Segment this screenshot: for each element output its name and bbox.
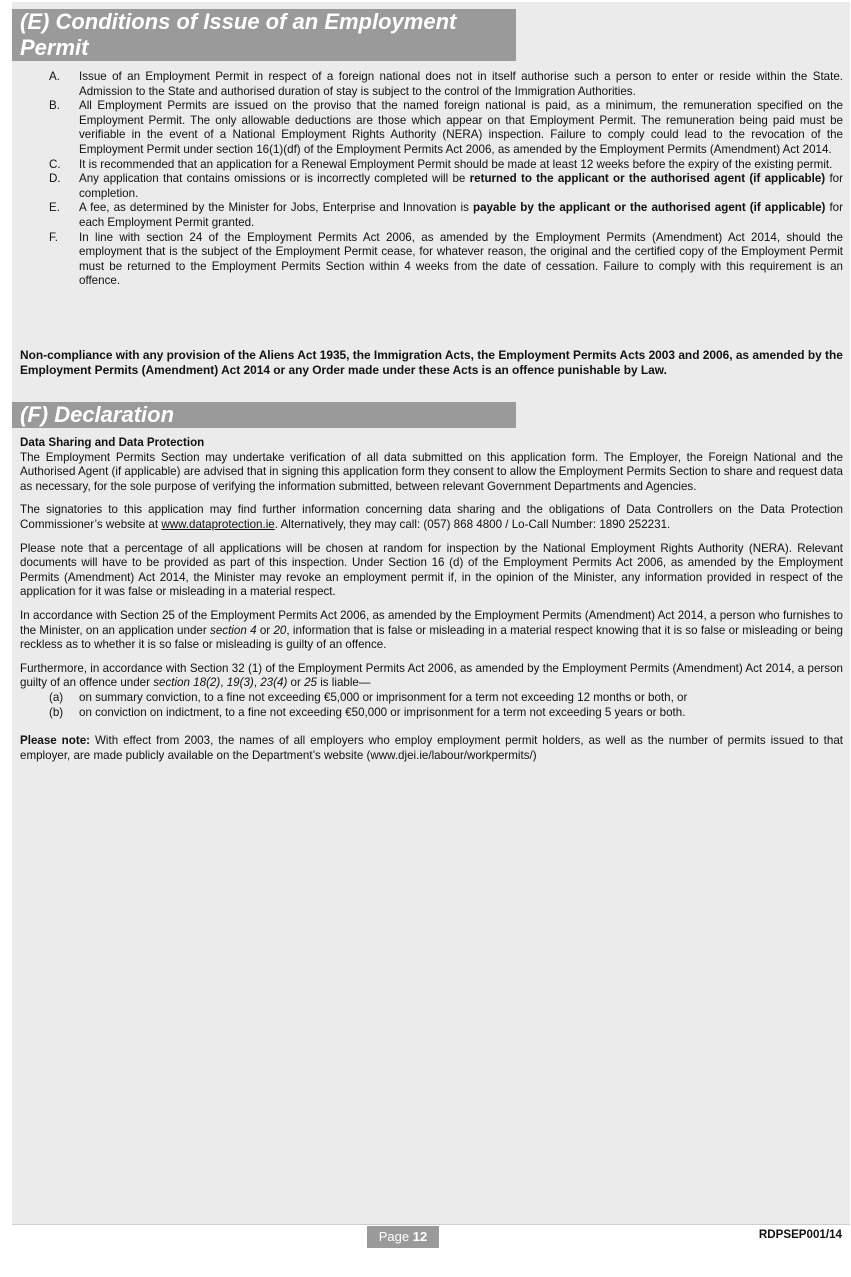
paragraph-text: is liable— [316,676,371,690]
condition-item [20,201,843,230]
condition-marker: E. [49,201,60,215]
paragraph-text: or [256,623,274,637]
page-label: Page [378,1229,410,1244]
paragraph-italic: 19(3) [226,676,254,690]
declaration-body [20,436,843,772]
paragraph-text: , [220,676,227,690]
declaration-paragraph [20,609,843,653]
condition-text: for completion. [79,172,843,200]
please-note-label: Please note: [20,734,91,748]
page-number-badge [367,1226,439,1248]
paragraph-text: The signatories to this application may find further information concerning data sharing and the obligations of Data Controllers on the Data Protection Commissioner’s website at [20,503,843,531]
condition-marker: A. [49,70,60,83]
section-e-title-line2: Permit [20,35,89,60]
document-code: RDPSEP001/14 [758,1228,842,1241]
data-protection-heading: Data Sharing and Data Protection [20,436,205,449]
paragraph-italic: section 4 [210,623,257,637]
paragraph-italic: section 18(2) [153,676,221,690]
condition-text: A fee, as determined by the Minister for Jobs, Enterprise and Innovation is [79,201,473,215]
footer-divider [12,1224,850,1225]
paragraph-italic: 20 [273,623,287,637]
declaration-paragraph: The Employment Permits Section may undertake verification of all data submitted on this application form. The Employer, the Foreign National and the Authorised Agent (if applicable) are advised that in signing this application form they consent to allow the Employment Permits Section to share and request data as necessary, for the sole purpose of verifying the information submitted, between relevant Government Departments and Agencies. [20,450,843,493]
condition-item [20,231,843,289]
condition-marker: B. [49,99,60,113]
condition-marker: D. [49,172,61,186]
condition-text-bold: returned to the applicant or the authorised agent (if applicable) [469,172,826,186]
liability-marker: (b) [49,705,64,719]
paragraph-text: or [287,676,305,690]
page-number: 12 [412,1229,428,1244]
declaration-paragraph: Please note that a percentage of all applications will be chosen at random for inspection by the National Employment Rights Authority (NERA). Relevant documents will have to be provided as part of this inspection. Under Section 16 (d) of the Employment Permits Act 2006, as amended by the Employment Permits (Amendment) Act 2014, the Minister may revoke an employment permit if, in the opinion of the Minister, any information provided in respect of the application for it was false or misleading in a material respect. [20,541,843,599]
section-e-title-line1: (E) Conditions of Issue of an Employment [20,9,457,34]
condition-marker: C. [49,157,61,171]
section-f-title: (F) Declaration [20,402,175,427]
condition-item [20,70,843,99]
liability-item [20,691,843,706]
dataprotection-link[interactable]: www.dataprotection.ie [161,517,275,531]
condition-item [20,172,843,201]
liability-text: on summary conviction, to a fine not exceeding €5,000 or imprisonment for a term not exceeding 12 months or both, or [79,690,688,704]
condition-item [20,158,843,173]
liability-item [20,706,843,721]
condition-marker: F. [49,230,59,244]
condition-text: Any application that contains omissions or is incorrectly completed will be [79,172,470,186]
conditions-list [20,70,843,289]
condition-text: for each Employment Permit granted. [79,201,843,229]
please-note-text: With effect from 2003, the names of all employers who employ employment permit holders, as well as the number of permits issued to that employer, are made publicly available on the Department’s website (www.djei.ie/labour/workpermits/) [20,734,843,762]
condition-text: All Employment Permits are issued on the proviso that the named foreign national is paid, as a minimum, the remuneration specified on the Employment Permit. The only allowable deductions are those which appear on that Employment Permit. The remuneration being paid must be verifiable in the event of a National Employment Rights Authority (NERA) inspection. Failure to comply could lead to the revocation of the Employment Permit under section 16(1)(df) of the Employment Permits Act 2006, as amended by the Employment Permits (Amendment) Act 2014. [79,99,843,156]
paragraph-text: Furthermore, in accordance with Section 32 (1) of the Employment Permits Act 2006, as amended by the Employment Permits (Amendment) Act 2014, a person guilty of an offence under [20,661,843,690]
paragraph-italic: 23(4) [260,676,288,690]
paragraph-text: In accordance with Section 25 of the Employment Permits Act 2006, as amended by the Employment Permits (Amendment) Act 2014, a person who furnishes to the Minister, on an application under [20,608,843,637]
condition-text: In line with section 24 of the Employment Permits Act 2006, as amended by the Employment Permits (Amendment) Act 2014, should the employment that is the subject of the Employment Permit cease, for whatever reason, the original and the certified copy of the Employment Permit must be returned to the Employment Permits Section within 4 weeks from the date of cessation. Failure to comply with this requirement is an offence. [79,230,843,288]
paragraph-text: . Alternatively, they may call: (057) 868 4800 / Lo-Call Number: 1890 252231. [274,517,671,531]
condition-item [20,99,843,157]
please-note-paragraph [20,734,843,763]
declaration-paragraph [20,662,843,691]
condition-text: Issue of an Employment Permit in respect of a foreign national does not in itself authorise such a person to enter or reside within the State. Admission to the State and authorised duration of stay is subject to the control of the Immigration Authorities. [79,70,843,98]
liability-list [20,691,843,720]
section-f-header [12,402,516,428]
paragraph-text: , information that is false or misleading in a material respect knowing that it is so false or misleading or being reckless as to whether it is so false or misleading is guilty of an offence. [20,623,843,652]
paragraph-italic: 25 [304,676,317,690]
condition-text: It is recommended that an application for a Renewal Employment Permit should be made at least 12 weeks before the expiry of the existing permit. [79,157,833,171]
condition-text-bold: payable by the applicant or the authorised agent (if applicable) [472,201,826,215]
noncompliance-notice: Non-compliance with any provision of the Aliens Act 1935, the Immigration Acts, the Employment Permits Acts 2003 and 2006, as amended by the Employment Permits (Amendment) Act 2014 or any Order made under these Acts is an offence punishable by Law. [20,348,843,377]
declaration-paragraph [20,503,843,532]
section-e-header [12,9,516,61]
liability-marker: (a) [49,690,64,704]
liability-text: on conviction on indictment, to a fine not exceeding €50,000 or imprisonment for a term not exceeding 5 years or both. [79,705,686,719]
paragraph-text: , [253,676,261,690]
